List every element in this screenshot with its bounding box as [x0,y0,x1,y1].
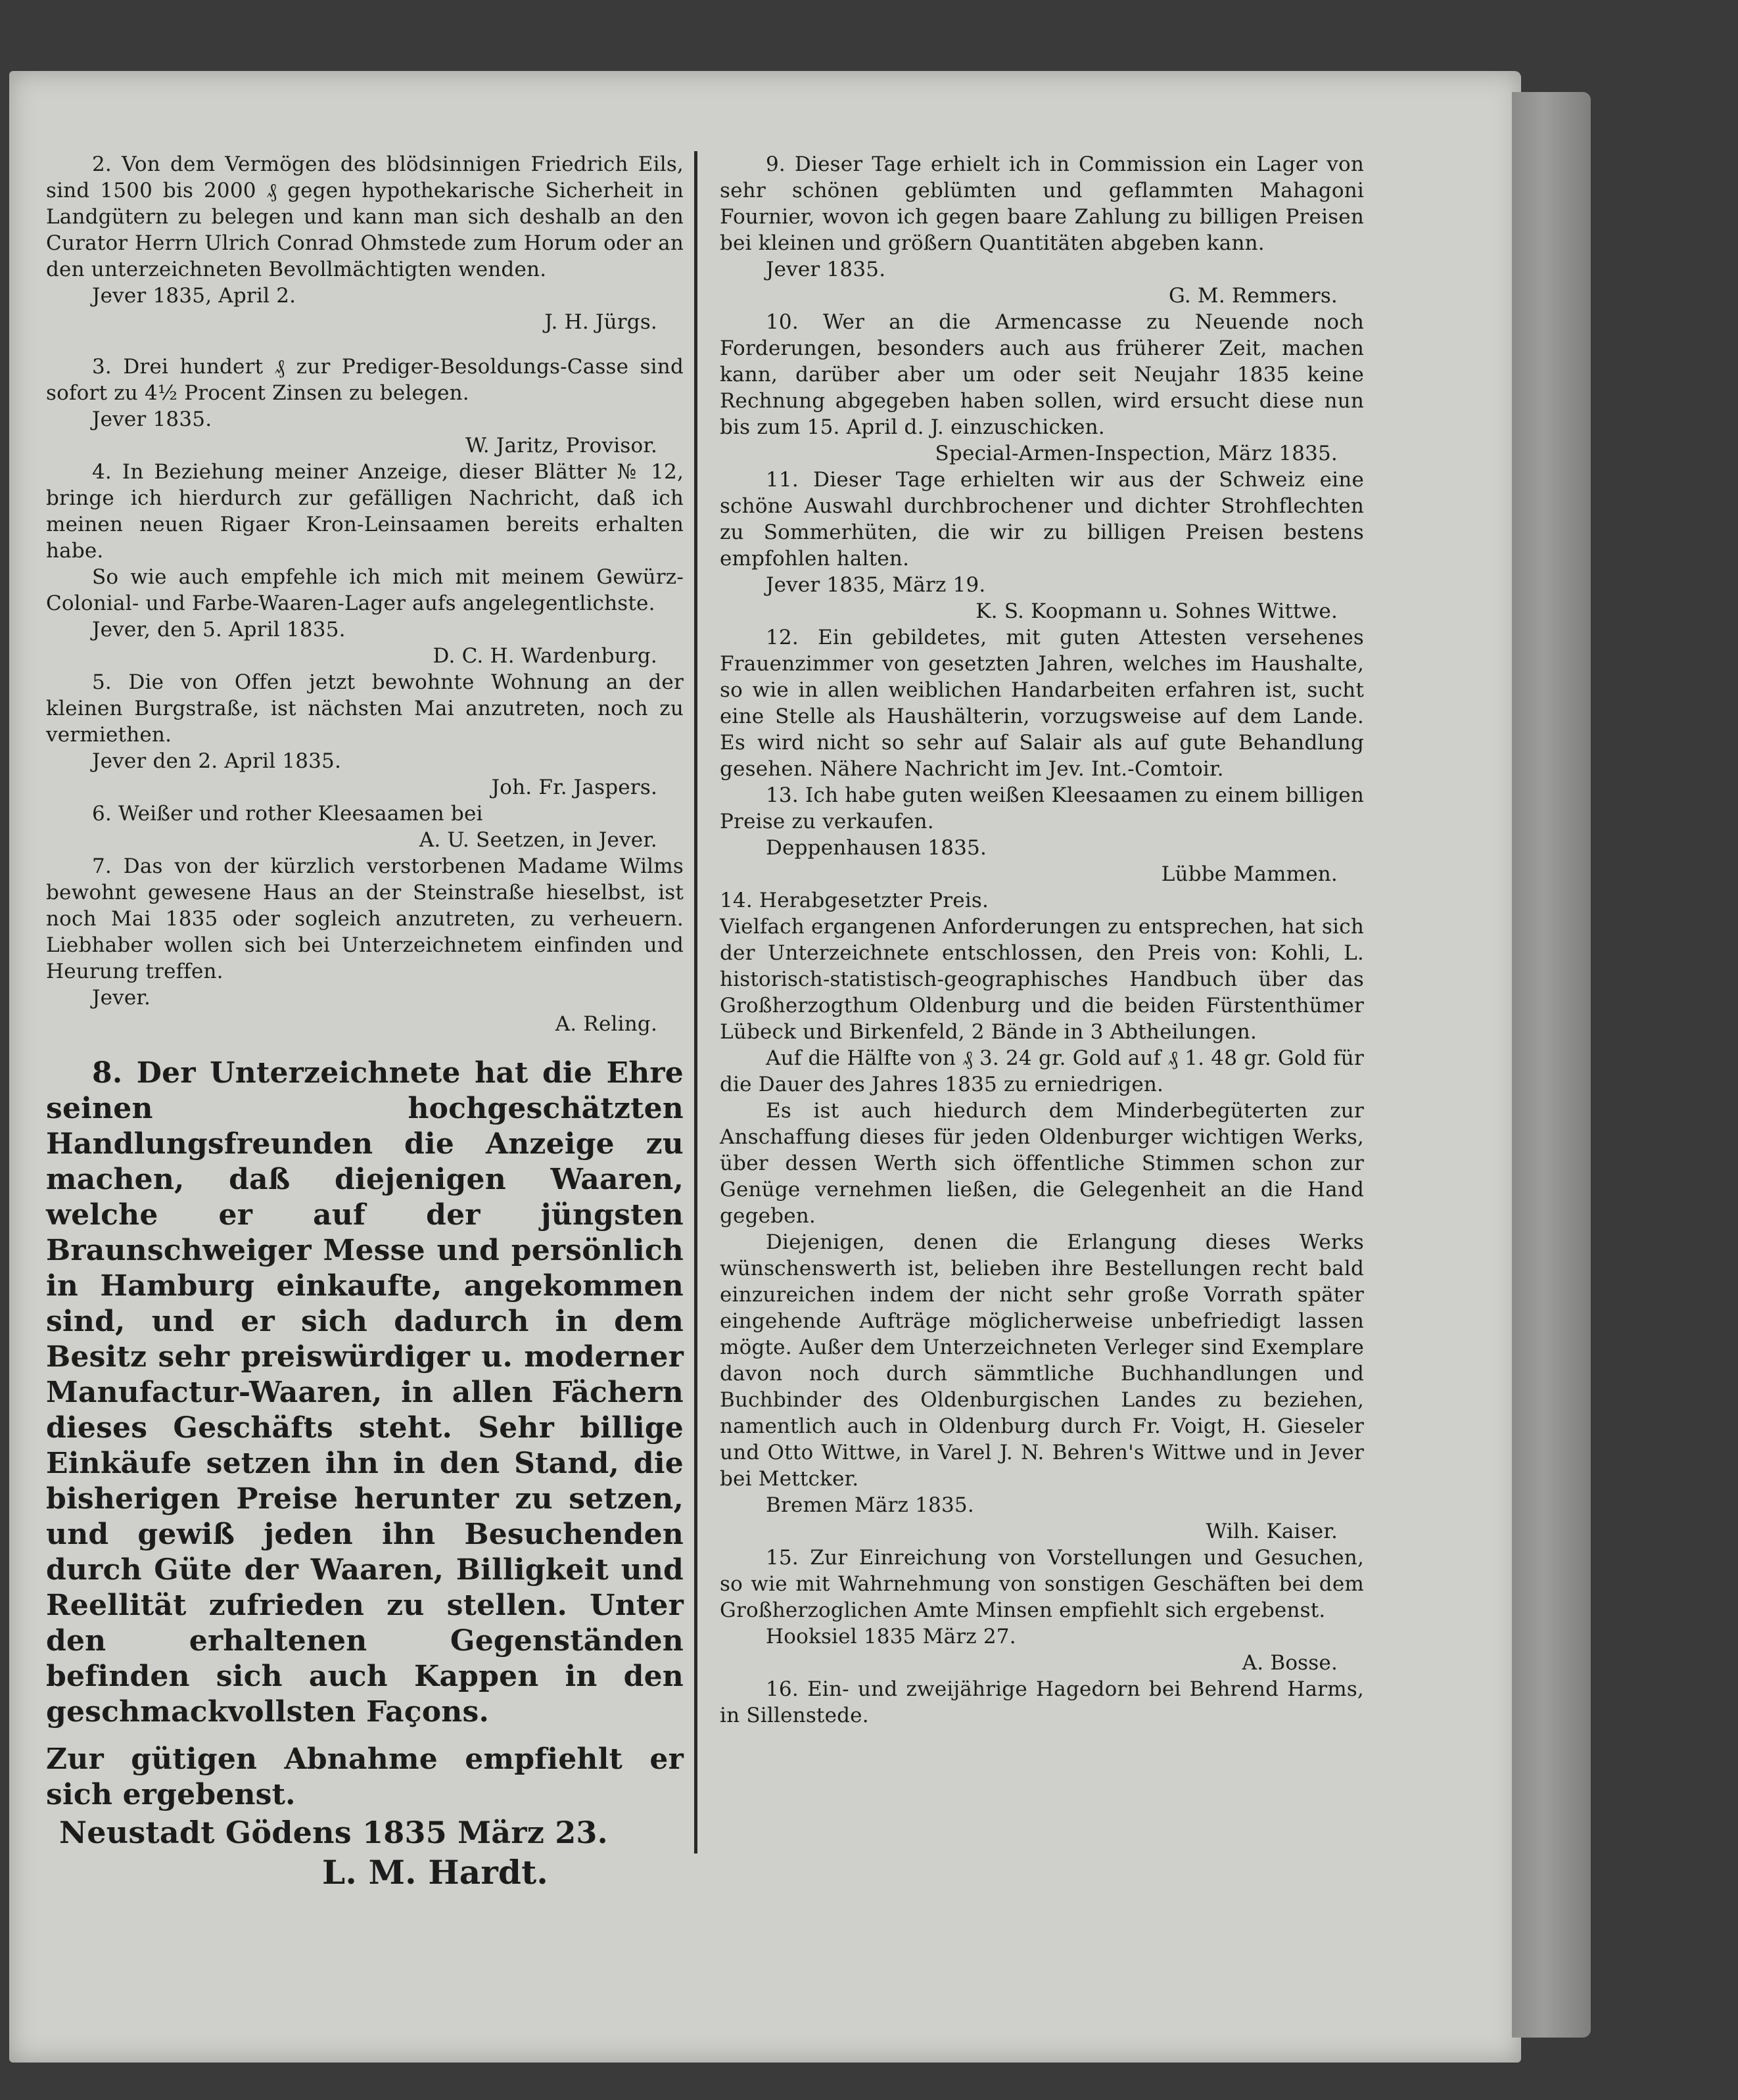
ad-15 [720,1545,1364,1676]
ad-date: Jever. [92,986,151,1010]
ad-9 [720,151,1364,309]
ad-text: 5. Die von Offen jetzt bewohnte Wohnung an der kleinen Burgstraße, ist nächsten Mai anzutreten, noch zu vermiethen. [46,670,684,747]
ad-text: 15. Zur Einreichung von Vorstellungen und Gesuchen, so wie mit Wahrnehmung von sonstigen Geschäften bei dem Großherzoglichen Amte Minsen empfiehlt sich ergebenst. [720,1546,1364,1622]
ad-signature: W. Jaritz, Provisor. [465,434,657,457]
ad-text: 3. Drei hundert ₰ zur Prediger-Besoldungs-Casse sind sofort zu 4½ Procent Zinsen zu belegen. [46,355,684,405]
ad-text: 8. Der Unterzeichnete hat die Ehre seinen hochgeschätzten Handlungsfreunden die Anzeige zu machen, daß diejenigen Waaren, welche er auf der jüngsten Braunschweiger Messe und persönlich in Hamburg einkaufte, angekommen sind, und er sich dadurch in dem Besitz sehr preiswürdiger u. moderner Manufactur-Waaren, in allen Fächern dieses Geschäfts steht. Sehr billige Einkäufe setzen ihn in den Stand, die bisherigen Preise herunter zu setzen, und gewiß jeden ihn Besuchenden durch Güte der Waaren, Billigkeit und Reellität zufrieden zu stellen. Unter den erhaltenen Gegenständen befinden sich auch Kappen in den geschmackvollsten Façons. [46,1056,684,1729]
ad-text-continued: Diejenigen, denen die Erlangung dieses Werks wünschenswerth ist, belieben ihre Bestellungen recht bald einzureichen indem der nicht sehr große Vorrath später eingehende Aufträge möglicherweise unbefriedigt lassen mögte. Außer dem Unterzeichneten Verleger sind Exemplare davon noch durch sämmtliche Buchhandlungen und Buchbinder des Oldenburgischen Landes zu beziehen, namentlich auch in Oldenburg durch Fr. Voigt, H. Gieseler und Otto Wittwe, in Varel J. N. Behren's Wittwe und in Jever bei Mettcker. [720,1230,1364,1491]
ad-6 [46,801,684,853]
ad-signature: G. M. Remmers. [1168,284,1338,308]
ad-signature: J. H. Jürgs. [544,310,657,334]
ad-5 [46,669,684,801]
ad-heading: 14. Herabgesetzter Preis. [720,889,989,912]
ad-4 [46,459,684,669]
ad-12 [720,624,1364,782]
ad-signature: Wilh. Kaiser. [1206,1520,1338,1543]
ad-signature: A. U. Seetzen, in Jever. [419,828,657,852]
ad-text: 10. Wer an die Armencasse zu Neuende noch Forderungen, besonders auch aus früherer Zeit, machen kann, darüber aber um oder seit Neujahr 1835 keine Rechnung abgegeben haben sollen, wird ersucht diese nun bis zum 15. April d. J. einzuschicken. [720,310,1364,439]
ad-signature: A. Bosse. [1242,1651,1338,1675]
ad-date: Jever 1835, April 2. [92,284,296,308]
ad-closing: Zur gütigen Abnahme empfiehlt er sich ergebenst. [46,1742,684,1811]
left-column [46,151,684,1893]
ad-date: Jever 1835, März 19. [766,573,986,597]
ad-date: Jever 1835. [766,258,886,281]
ad-10 [720,309,1364,467]
ad-date: Neustadt Gödens 1835 März 23. [59,1815,608,1850]
ad-text: 16. Ein- und zweijährige Hagedorn bei Behrend Harms, in Sillenstede. [720,1677,1364,1727]
ad-16 [720,1676,1364,1729]
ad-text: 13. Ich habe guten weißen Kleesaamen zu einem billigen Preise zu verkaufen. [720,783,1364,833]
ad-date: Jever 1835. [92,408,212,431]
ad-3 [46,354,684,459]
ad-14 [720,887,1364,1545]
ad-signature: A. Reling. [555,1012,657,1036]
ad-text-continued: Es ist auch hiedurch dem Minderbegüterten zur Anschaffung dieses für jeden Oldenburger wichtigen Werks, über dessen Werth sich öffentliche Stimmen schon zur Genüge vernehmen ließen, die Gelegenheit an die Hand gegeben. [720,1099,1364,1228]
ad-text: 2. Von dem Vermögen des blödsinnigen Friedrich Eils, sind 1500 bis 2000 ₰ gegen hypothekarische Sicherheit in Landgütern zu belegen und kann man sich deshalb an den Curator Herrn Ulrich Conrad Ohmstede zum Horum oder an den unterzeichneten Bevollmächtigten wenden. [46,152,684,281]
page-edge [1512,92,1591,2038]
ad-signature: Special-Armen-Inspection, März 1835. [935,442,1338,465]
ad-signature: D. C. H. Wardenburg. [433,644,657,668]
ad-signature: Joh. Fr. Jaspers. [491,776,657,799]
ad-8 [46,1056,684,1893]
ad-date: Jever den 2. April 1835. [92,749,342,773]
ad-text: 11. Dieser Tage erhielten wir aus der Schweiz eine schöne Auswahl durchbrochener und dichter Strohflechten zu Sommerhüten, die wir zu billigen Preisen bestens empfohlen halten. [720,468,1364,571]
ad-text: 9. Dieser Tage erhielt ich in Commission ein Lager von sehr schönen geblümten und geflammten Mahagoni Fournier, wovon ich gegen baare Zahlung zu billigen Preisen bei kleinen und größern Quantitäten abgeben kann. [720,152,1364,255]
ad-text: 12. Ein gebildetes, mit guten Attesten versehenes Frauenzimmer von gesetzten Jahren, welches im Haushalte, so wie in allen weiblichen Handarbeiten erfahren ist, sucht eine Stelle als Haushälterin, vorzugsweise auf dem Lande. Es wird nicht so sehr auf Salair als auf gute Behandlung gesehen. Nähere Nachricht im Jev. Int.-Comtoir. [720,626,1364,781]
ad-text: 6. Weißer und rother Kleesaamen bei [92,802,483,826]
ad-text: Vielfach ergangenen Anforderungen zu entsprechen, hat sich der Unterzeichnete entschlossen, den Preis von: Kohli, L. historisch-statistisch-geographisches Handbuch über das Großherzogthum Oldenburg und die beiden Fürstenthümer Lübeck und Birkenfeld, 2 Bände in 3 Abtheilungen. [720,915,1364,1044]
ad-13 [720,782,1364,887]
ad-signature: Lübbe Mammen. [1161,862,1338,886]
ad-7 [46,853,684,1037]
ad-signature: L. M. Hardt. [322,1853,548,1892]
ad-text-continued: So wie auch empfehle ich mich mit meinem Gewürz-Colonial- und Farbe-Waaren-Lager aufs angelegentlichste. [46,565,684,615]
ad-date: Hooksiel 1835 März 27. [766,1625,1016,1648]
right-column [720,151,1364,1729]
ad-11 [720,467,1364,624]
ad-2 [46,151,684,335]
ad-text: 7. Das von der kürzlich verstorbenen Madame Wilms bewohnt gewesene Haus an der Steinstraße hieselbst, ist noch Mai 1835 oder sogleich anzutreten, zu verheuern. Liebhaber wollen sich bei Unterzeichnetem einfinden und Heurung treffen. [46,854,684,983]
ad-signature: K. S. Koopmann u. Sohnes Wittwe. [975,599,1338,623]
ad-date: Bremen März 1835. [766,1493,974,1517]
ad-date: Jever, den 5. April 1835. [92,618,346,642]
ad-text: 4. In Beziehung meiner Anzeige, dieser Blätter № 12, bringe ich hierdurch zur gefälligen Nachricht, daß ich meinen neuen Rigaer Kron-Leinsaamen bereits erhalten habe. [46,460,684,563]
column-divider [694,151,697,1854]
ad-date: Deppenhausen 1835. [766,836,987,860]
ad-text-continued: Auf die Hälfte von ₰ 3. 24 gr. Gold auf ₰ 1. 48 gr. Gold für die Dauer des Jahres 1835 zu erniedrigen. [720,1046,1364,1096]
